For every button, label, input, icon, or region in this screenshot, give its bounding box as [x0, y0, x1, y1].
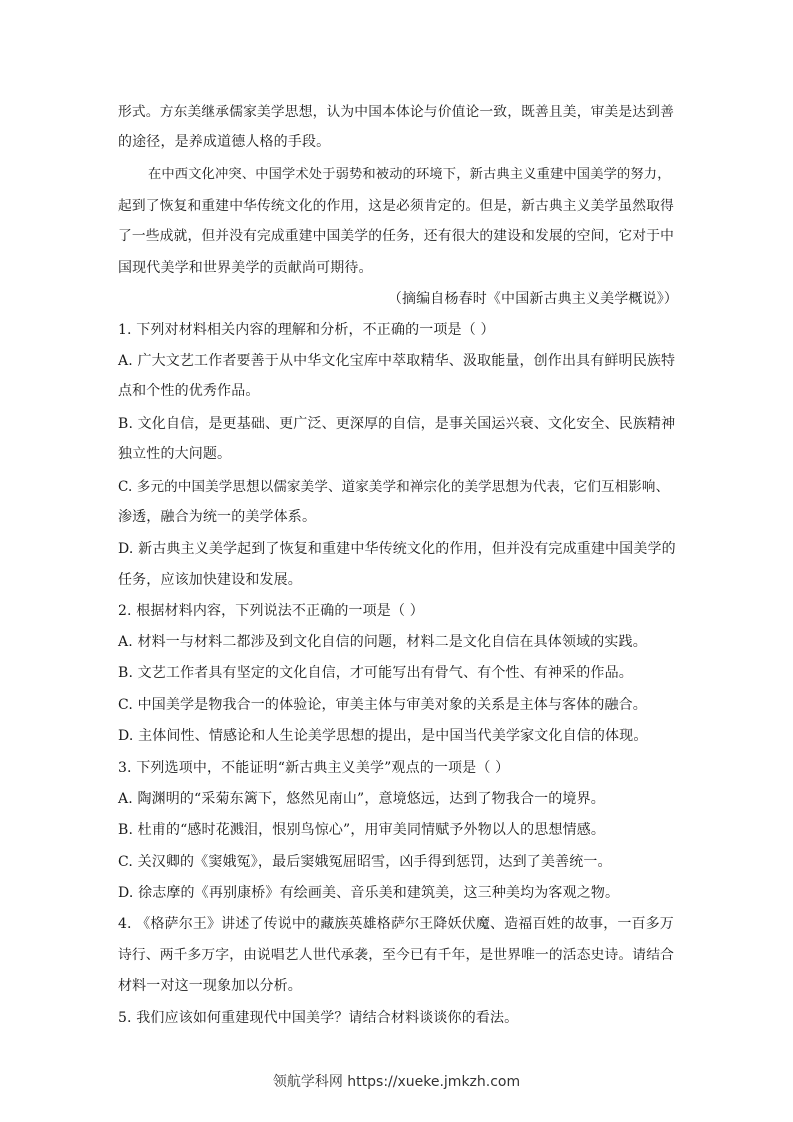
q1-option-d-line-2: 任务，应该加快建设和发展。	[118, 572, 302, 588]
passage-p2-line-2: 起到了恢复和重建中华传统文化的作用，这是必须肯定的。但是，新古典主义美学虽然取得	[118, 198, 675, 214]
passage-p2-line-4: 国现代美学和世界美学的贡献尚可期待。	[118, 260, 373, 276]
q3-option-b: B. 杜甫的“感时花溅泪，恨别鸟惊心”，用审美同情赋予外物以人的思想情感。	[118, 822, 606, 838]
q2-option-c: C. 中国美学是物我合一的体验论，审美主体与审美对象的关系是主体与客体的融合。	[118, 697, 647, 713]
passage-p1-line-2: 的途径，是养成道德人格的手段。	[118, 134, 331, 150]
q2-option-d: D. 主体间性、情感论和人生论美学思想的提出，是中国当代美学家文化自信的体现。	[118, 728, 648, 744]
q3-option-a: A. 陶渊明的“采菊东篱下，悠然见南山”，意境悠远，达到了物我合一的境界。	[118, 791, 605, 807]
q5: 5. 我们应该如何重建现代中国美学？请结合材料谈谈你的看法。	[118, 1010, 519, 1026]
q4-line-3: 材料一对这一现象加以分析。	[118, 978, 302, 994]
q4-line-2: 诗行、两千多万字，由说唱艺人世代承袭，至今已有千年，是世界唯一的活态史诗。请结合	[118, 947, 675, 963]
q2-stem: 2. 根据材料内容，下列说法不正确的一项是（ ）	[118, 603, 424, 619]
q2-option-a: A. 材料一与材料二都涉及到文化自信的问题，材料二是文化自信在具体领域的实践。	[118, 634, 647, 650]
q4-line-1: 4. 《格萨尔王》讲述了传说中的藏族英雄格萨尔王降妖伏魔、造福百姓的故事，一百多万	[118, 916, 674, 932]
footer-watermark: 领航学科网 https://xueke.jmkzh.com	[272, 1074, 521, 1090]
q3-option-c: C. 关汉卿的《窦娥冤》，最后窦娥冤屈昭雪，凶手得到惩罚，达到了美善统一。	[118, 854, 612, 870]
passage-source: （摘编自杨春时《中国新古典主义美学概说》）	[387, 291, 678, 307]
q1-option-a-line-2: 点和个性的优秀作品。	[118, 383, 260, 399]
passage-p2-line-3: 了一些成就，但并没有完成重建中国美学的任务，还有很大的建设和发展的空间，它对于中	[118, 228, 675, 244]
q3-stem: 3. 下列选项中，不能证明“新古典主义美学”观点的一项是（ ）	[118, 760, 510, 776]
q1-stem: 1. 下列对材料相关内容的理解和分析，不正确的一项是（ ）	[118, 322, 495, 338]
q3-option-d: D. 徐志摩的《再别康桥》有绘画美、音乐美和建筑美，这三种美均为客观之物。	[118, 885, 620, 901]
q1-option-c-line-1: C. 多元的中国美学思想以儒家美学、道家美学和禅宗化的美学思想为代表，它们互相影响、	[118, 479, 670, 495]
passage-p1-line-1: 形式。方东美继承儒家美学思想，认为中国本体论与价值论一致，既善且美，审美是达到善	[118, 104, 675, 120]
passage-p2-line-1: 在中西文化冲突、中国学术处于弱势和被动的环境下，新古典主义重建中国美学的努力，	[148, 167, 671, 182]
q1-option-b-line-1: B. 文化自信，是更基础、更广泛、更深厚的自信，是事关国运兴衰、文化安全、民族精神	[118, 416, 676, 432]
q1-option-a-line-1: A. 广大文艺工作者要善于从中华文化宝库中萃取精华、汲取能量，创作出具有鲜明民族特	[118, 353, 676, 369]
q1-option-c-line-2: 渗透，融合为统一的美学体系。	[118, 509, 317, 525]
q1-option-b-line-2: 独立性的大问题。	[118, 446, 232, 462]
q1-option-d-line-1: D. 新古典主义美学起到了恢复和重建中华传统文化的作用，但并没有完成重建中国美学的	[118, 541, 676, 557]
q2-option-b: B. 文艺工作者具有坚定的文化自信，才可能写出有骨气、有个性、有神采的作品。	[118, 665, 633, 681]
